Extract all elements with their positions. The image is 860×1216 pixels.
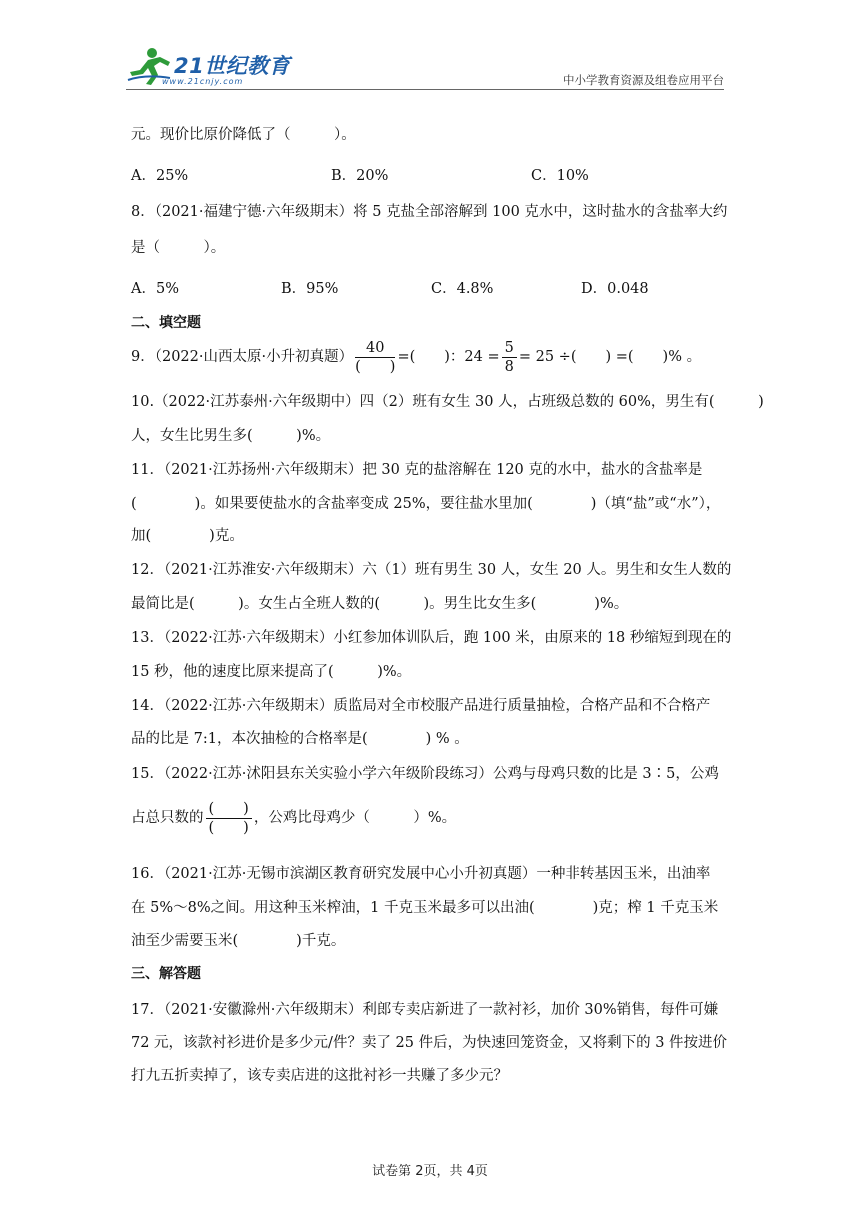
q16-line2: 在 5%～8%之间。用这种玉米榨油，1 千克玉米最多可以出油( )克；榨 1 千克玉米 bbox=[131, 900, 719, 916]
section-fill-in: 二、填空题 bbox=[131, 315, 201, 331]
q8-option-a: A．5% bbox=[131, 281, 179, 297]
q9 bbox=[131, 337, 701, 377]
q8-option-c: C．4.8% bbox=[431, 281, 494, 297]
q9-mid1: =( )：24 = bbox=[397, 349, 500, 365]
q8-option-b: B．95% bbox=[281, 281, 339, 297]
q12-line2: 最简比是( )。女生占全班人数的( )。男生比女生多( )%。 bbox=[131, 596, 629, 612]
q11-line2: ( )。如果要使盐水的含盐率变成 25%，要往盐水里加( )（填“盐”或“水”）， bbox=[131, 496, 721, 512]
q15-line1: 15．（2022·江苏·沭阳县东关实验小学六年级阶段练习）公鸡与母鸡只数的比是 3∶5，公鸡 bbox=[131, 766, 719, 782]
q16-line1: 16．（2021·江苏·无锡市滨湖区教育研究发展中心小升初真题）一种非转基因玉米，出油率 bbox=[131, 866, 711, 882]
q17-line3: 打九五折卖掉了，该专卖店进的这批衬衫一共赚了多少元？ bbox=[131, 1068, 508, 1084]
q9-prefix: 9．（2022·山西太原·小升初真题） bbox=[131, 349, 354, 365]
logo bbox=[126, 46, 306, 90]
q9-frac2-den: 8 bbox=[504, 358, 514, 375]
q13-line2: 15 秒，他的速度比原来提高了( )%。 bbox=[131, 664, 412, 680]
q15-fraction bbox=[206, 800, 252, 837]
q8-option-d: D．0.048 bbox=[581, 281, 649, 297]
q7-tail: 元。现价比原价降低了（ ）。 bbox=[131, 127, 356, 143]
q11-line1: 11．（2021·江苏扬州·六年级期末）把 30 克的盐溶解在 120 克的水中，盐水的含盐率是 bbox=[131, 462, 703, 478]
q9-mid2: = 25 ÷( ) =( )% 。 bbox=[518, 349, 702, 365]
q7-option-c: C．10% bbox=[531, 168, 589, 184]
q14-line2: 品的比是 7:1，本次抽检的合格率是( ) % 。 bbox=[131, 731, 469, 747]
logo-text: 21世纪教育 bbox=[174, 54, 291, 78]
q17-line2: 72 元，该款衬衫进价是多少元/件？卖了 25 件后，为快速回笼资金，又将剩下的 3 件按进价 bbox=[131, 1035, 728, 1051]
q7-option-a: A．25% bbox=[131, 168, 189, 184]
q13-line1: 13．（2022·江苏·六年级期末）小红参加体训队后，跑 100 米，由原来的 18 秒缩短到现在的 bbox=[131, 630, 732, 646]
q15-line2 bbox=[131, 798, 456, 838]
q9-fraction-2 bbox=[502, 339, 517, 376]
q8-line1: 8．（2021·福建宁德·六年级期末）将 5 克盐全部溶解到 100 克水中，这时盐水的含盐率大约 bbox=[131, 204, 728, 220]
q15-line2-prefix: 占总只数的 bbox=[131, 810, 204, 826]
logo-url: www.21cnjy.com bbox=[162, 77, 244, 86]
q10-line1: 10.（2022·江苏泰州·六年级期中）四（2）班有女生 30 人，占班级总数的 60%，男生有( ) bbox=[131, 394, 764, 410]
q11-line3: 加( )克。 bbox=[131, 528, 244, 544]
q16-line3: 油至少需要玉米( )千克。 bbox=[131, 933, 346, 949]
header-divider bbox=[126, 89, 724, 90]
q9-frac2-num: 5 bbox=[502, 339, 517, 358]
q12-line1: 12．（2021·江苏淮安·六年级期末）六（1）班有男生 30 人，女生 20 人。男生和女生人数的 bbox=[131, 562, 732, 578]
platform-title: 中小学教育资源及组卷应用平台 bbox=[563, 73, 724, 87]
page-footer: 试卷第 2页，共 4页 bbox=[372, 1164, 488, 1179]
q17-line1: 17．（2021·安徽滁州·六年级期末）利郎专卖店新进了一款衬衫，加价 30%销售，每件可嫌 bbox=[131, 1002, 719, 1018]
q15-frac-num: ( ) bbox=[206, 800, 252, 819]
q7-option-b: B．20% bbox=[331, 168, 389, 184]
q9-frac1-num: 40 bbox=[355, 339, 395, 358]
q8-line2: 是（ ）。 bbox=[131, 240, 226, 256]
q9-frac1-den: ( ) bbox=[355, 358, 396, 375]
q15-frac-den: ( ) bbox=[208, 819, 249, 836]
page-header bbox=[126, 44, 724, 90]
q9-fraction-1 bbox=[355, 339, 395, 376]
q10-line2: 人，女生比男生多( )%。 bbox=[131, 428, 331, 444]
section-answer: 三、解答题 bbox=[131, 966, 201, 982]
q15-line2-suffix: ，公鸡比母鸡少（ ）%。 bbox=[253, 810, 457, 826]
q14-line1: 14．（2022·江苏·六年级期末）质监局对全市校服产品进行质量抽检，合格产品和不合格产 bbox=[131, 698, 711, 714]
